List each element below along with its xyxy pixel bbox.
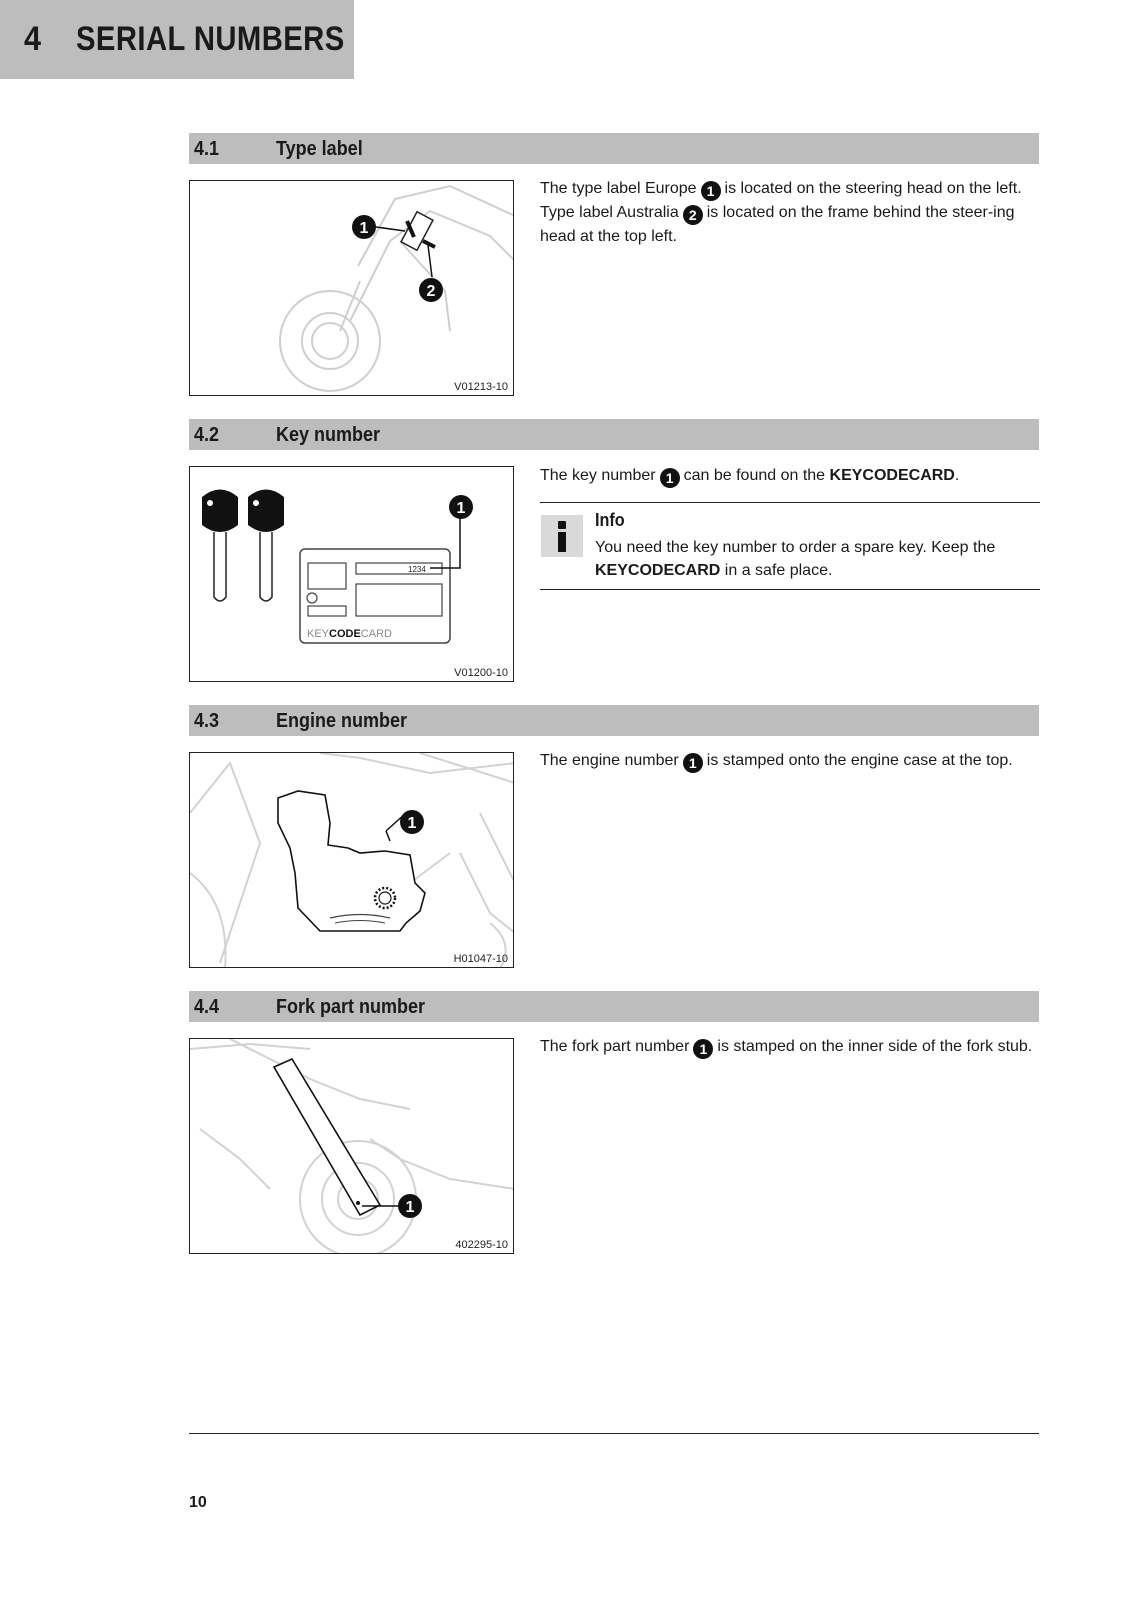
callout-1-icon: [398, 1194, 422, 1218]
engine-case-illustration: [190, 753, 514, 968]
section-number: 4.2: [194, 424, 220, 446]
callout-1-icon: 1: [693, 1039, 713, 1059]
section-header-fork-part-number: [189, 991, 1039, 1022]
callout-label: 2: [426, 283, 436, 300]
section-number: 4.3: [194, 710, 220, 732]
section-text-type-label: [540, 177, 1040, 248]
callout-1-icon: 1: [660, 468, 680, 488]
figure-fork-part-number: [189, 1038, 514, 1254]
callout-1-icon: [449, 495, 473, 519]
section-title: Engine number: [276, 710, 408, 732]
section-number: 4.1: [194, 138, 220, 160]
section-title: Key number: [276, 424, 381, 446]
info-text: You need the key number to order a spare key. Keep the KEYCODECARD in a safe place.: [595, 539, 996, 579]
info-icon: [541, 515, 583, 557]
key-icon: [248, 490, 284, 602]
motorcycle-frame-illustration: [190, 181, 514, 396]
callout-1-icon: 1: [683, 753, 703, 773]
keys-and-keycodecard-illustration: [190, 467, 514, 682]
paragraph: The type label Europe 1 is located on the steering head on the left.: [540, 180, 1022, 199]
callout-1-icon: [400, 810, 424, 834]
callout-label: 1: [405, 1199, 415, 1216]
footer-divider: [189, 1433, 1039, 1434]
card-number: 1234: [408, 565, 426, 574]
section-header-engine-number: [189, 705, 1039, 736]
figure-code: V01213-10: [454, 381, 508, 393]
figure-code: 402295-10: [455, 1239, 508, 1251]
section-title: Fork part number: [276, 996, 426, 1018]
section-number: 4.4: [194, 996, 220, 1018]
section-text-key-number: [540, 464, 1040, 488]
callout-label: 1: [359, 220, 369, 237]
figure-key-number: [189, 466, 514, 682]
section-text-fork-part-number: [540, 1035, 1040, 1059]
paragraph: The fork part number 1 is stamped on the inner side of the fork stub.: [540, 1038, 1033, 1057]
callout-2-icon: 2: [683, 205, 703, 225]
chapter-title: SERIAL NUMBERS: [76, 20, 345, 58]
keycodecard-logo: KEYCODECARD: [307, 628, 392, 640]
paragraph: Type label Australia 2 is located on the frame behind the steer-ing head at the top left.: [540, 204, 1015, 245]
fork-illustration: [190, 1039, 514, 1254]
info-box: [540, 502, 1040, 590]
paragraph: The key number 1 can be found on the KEYCODECARD.: [540, 467, 960, 486]
figure-code: V01200-10: [454, 667, 508, 679]
callout-2-icon: [419, 278, 443, 302]
callout-label: 1: [456, 500, 466, 517]
chapter-header: [0, 0, 354, 79]
section-header-type-label: [189, 133, 1039, 164]
callout-1-icon: [352, 215, 376, 239]
chapter-number: 4: [24, 20, 42, 58]
page-number: 10: [189, 1494, 207, 1511]
section-title: Type label: [276, 138, 363, 160]
paragraph: The engine number 1 is stamped onto the engine case at the top.: [540, 752, 1013, 771]
key-icon: [202, 490, 238, 602]
figure-engine-number: [189, 752, 514, 968]
info-title: Info: [595, 510, 625, 530]
callout-label: 1: [407, 815, 417, 832]
figure-type-label: [189, 180, 514, 396]
section-header-key-number: [189, 419, 1039, 450]
section-text-engine-number: [540, 749, 1040, 773]
figure-code: H01047-10: [453, 953, 508, 965]
callout-1-icon: 1: [701, 181, 721, 201]
